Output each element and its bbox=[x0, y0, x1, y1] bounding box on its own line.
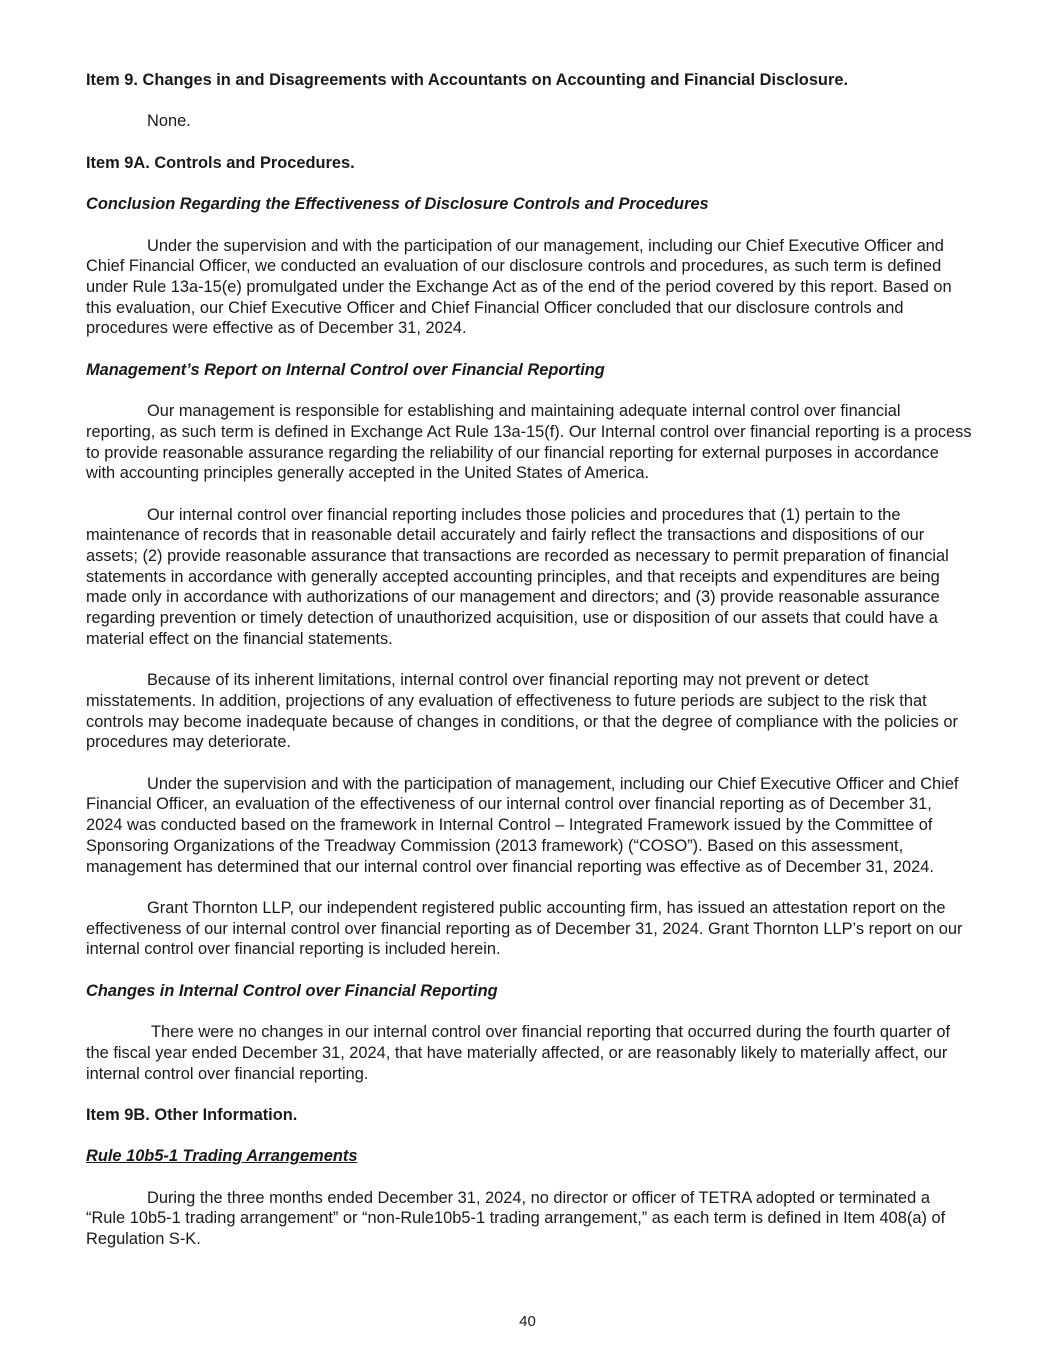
changes-paragraph: There were no changes in our internal control over financial reporting that occurred during the fourth quarter of the fiscal year ended December 31, 2024, that have materially affected, or are reasonably likely to materially affect, our internal control over financial reporting. bbox=[86, 1023, 951, 1083]
document-page bbox=[86, 70, 972, 1271]
item-9b-heading: Item 9B. Other Information. bbox=[86, 1105, 298, 1124]
item-9a-heading: Item 9A. Controls and Procedures. bbox=[86, 153, 355, 172]
management-report-heading: Management’s Report on Internal Control over Financial Reporting bbox=[86, 360, 605, 379]
management-report-paragraph-3: Because of its inherent limitations, internal control over financial reporting may not prevent or detect misstatements. In addition, projections of any evaluation of effectiveness to future periods are subject to the risk that controls may become inadequate because of changes in conditions, or that the degree of compliance with the policies or procedures may deteriorate. bbox=[86, 671, 958, 752]
conclusion-paragraph: Under the supervision and with the participation of our management, including our Chief Executive Officer and Chief Financial Officer, we conducted an evaluation of our disclosure controls and procedures, as such term is defined under Rule 13a-15(e) promulgated under the Exchange Act as of the end of the period covered by this report. Based on this evaluation, our Chief Executive Officer and Chief Financial Officer concluded that our disclosure controls and procedures were effective as of December 31, 2024. bbox=[86, 236, 952, 338]
rule-10b5-heading: Rule 10b5-1 Trading Arrangements bbox=[86, 1147, 358, 1166]
rule-10b5-paragraph: During the three months ended December 31, 2024, no director or officer of TETRA adopted or terminated a “Rule 10b5-1 trading arrangement” or “non-Rule10b5-1 trading arrangement,” as each term is defined in Item 408(a) of Regulation S-K. bbox=[86, 1188, 946, 1249]
management-report-paragraph-5: Grant Thornton LLP, our independent registered public accounting firm, has issued an attestation report on the effectiveness of our internal control over financial reporting as of December 31, 2024. Grant Thornton LLP’s report on our internal control over financial reporting is included herein. bbox=[86, 898, 963, 959]
management-report-paragraph-2: Our internal control over financial reporting includes those policies and procedures that (1) pertain to the maintenance of records that in reasonable detail accurately and fairly reflect the transactions and dispositions of our assets; (2) provide reasonable assurance that transactions are recorded as necessary to permit preparation of financial statements in accordance with generally accepted accounting principles, and that receipts and expenditures are being made only in accordance with authorizations of our management and directors; and (3) provide reasonable assurance regarding prevention or timely detection of unauthorized acquisition, use or disposition of our assets that could have a material effect on the financial statements. bbox=[86, 505, 949, 648]
item-9-text: None. bbox=[147, 112, 191, 131]
management-report-paragraph-4: Under the supervision and with the participation of management, including our Chief Executive Officer and Chief Financial Officer, an evaluation of the effectiveness of our internal control over financial reporting as of December 31, 2024 was conducted based on the framework in Internal Control – Integrated Framework issued by the Committee of Sponsoring Organizations of the Treadway Commission (2013 framework) (“COSO”). Based on this assessment, management has determined that our internal control over financial reporting was effective as of December 31, 2024. bbox=[86, 774, 959, 876]
conclusion-heading: Conclusion Regarding the Effectiveness of Disclosure Controls and Procedures bbox=[86, 195, 709, 214]
item-9-heading: Item 9. Changes in and Disagreements with Accountants on Accounting and Financial Disclosure. bbox=[86, 71, 848, 89]
page-number: 40 bbox=[519, 1313, 536, 1330]
changes-heading: Changes in Internal Control over Financial Reporting bbox=[86, 981, 498, 1000]
management-report-paragraph-1: Our management is responsible for establishing and maintaining adequate internal control over financial reporting, as such term is defined in Exchange Act Rule 13a-15(f). Our Internal control over financial reporting is a process to provide reasonable assurance regarding the reliability of our financial reporting for external purposes in accordance with accounting principles generally accepted in the United States of America. bbox=[86, 402, 972, 483]
